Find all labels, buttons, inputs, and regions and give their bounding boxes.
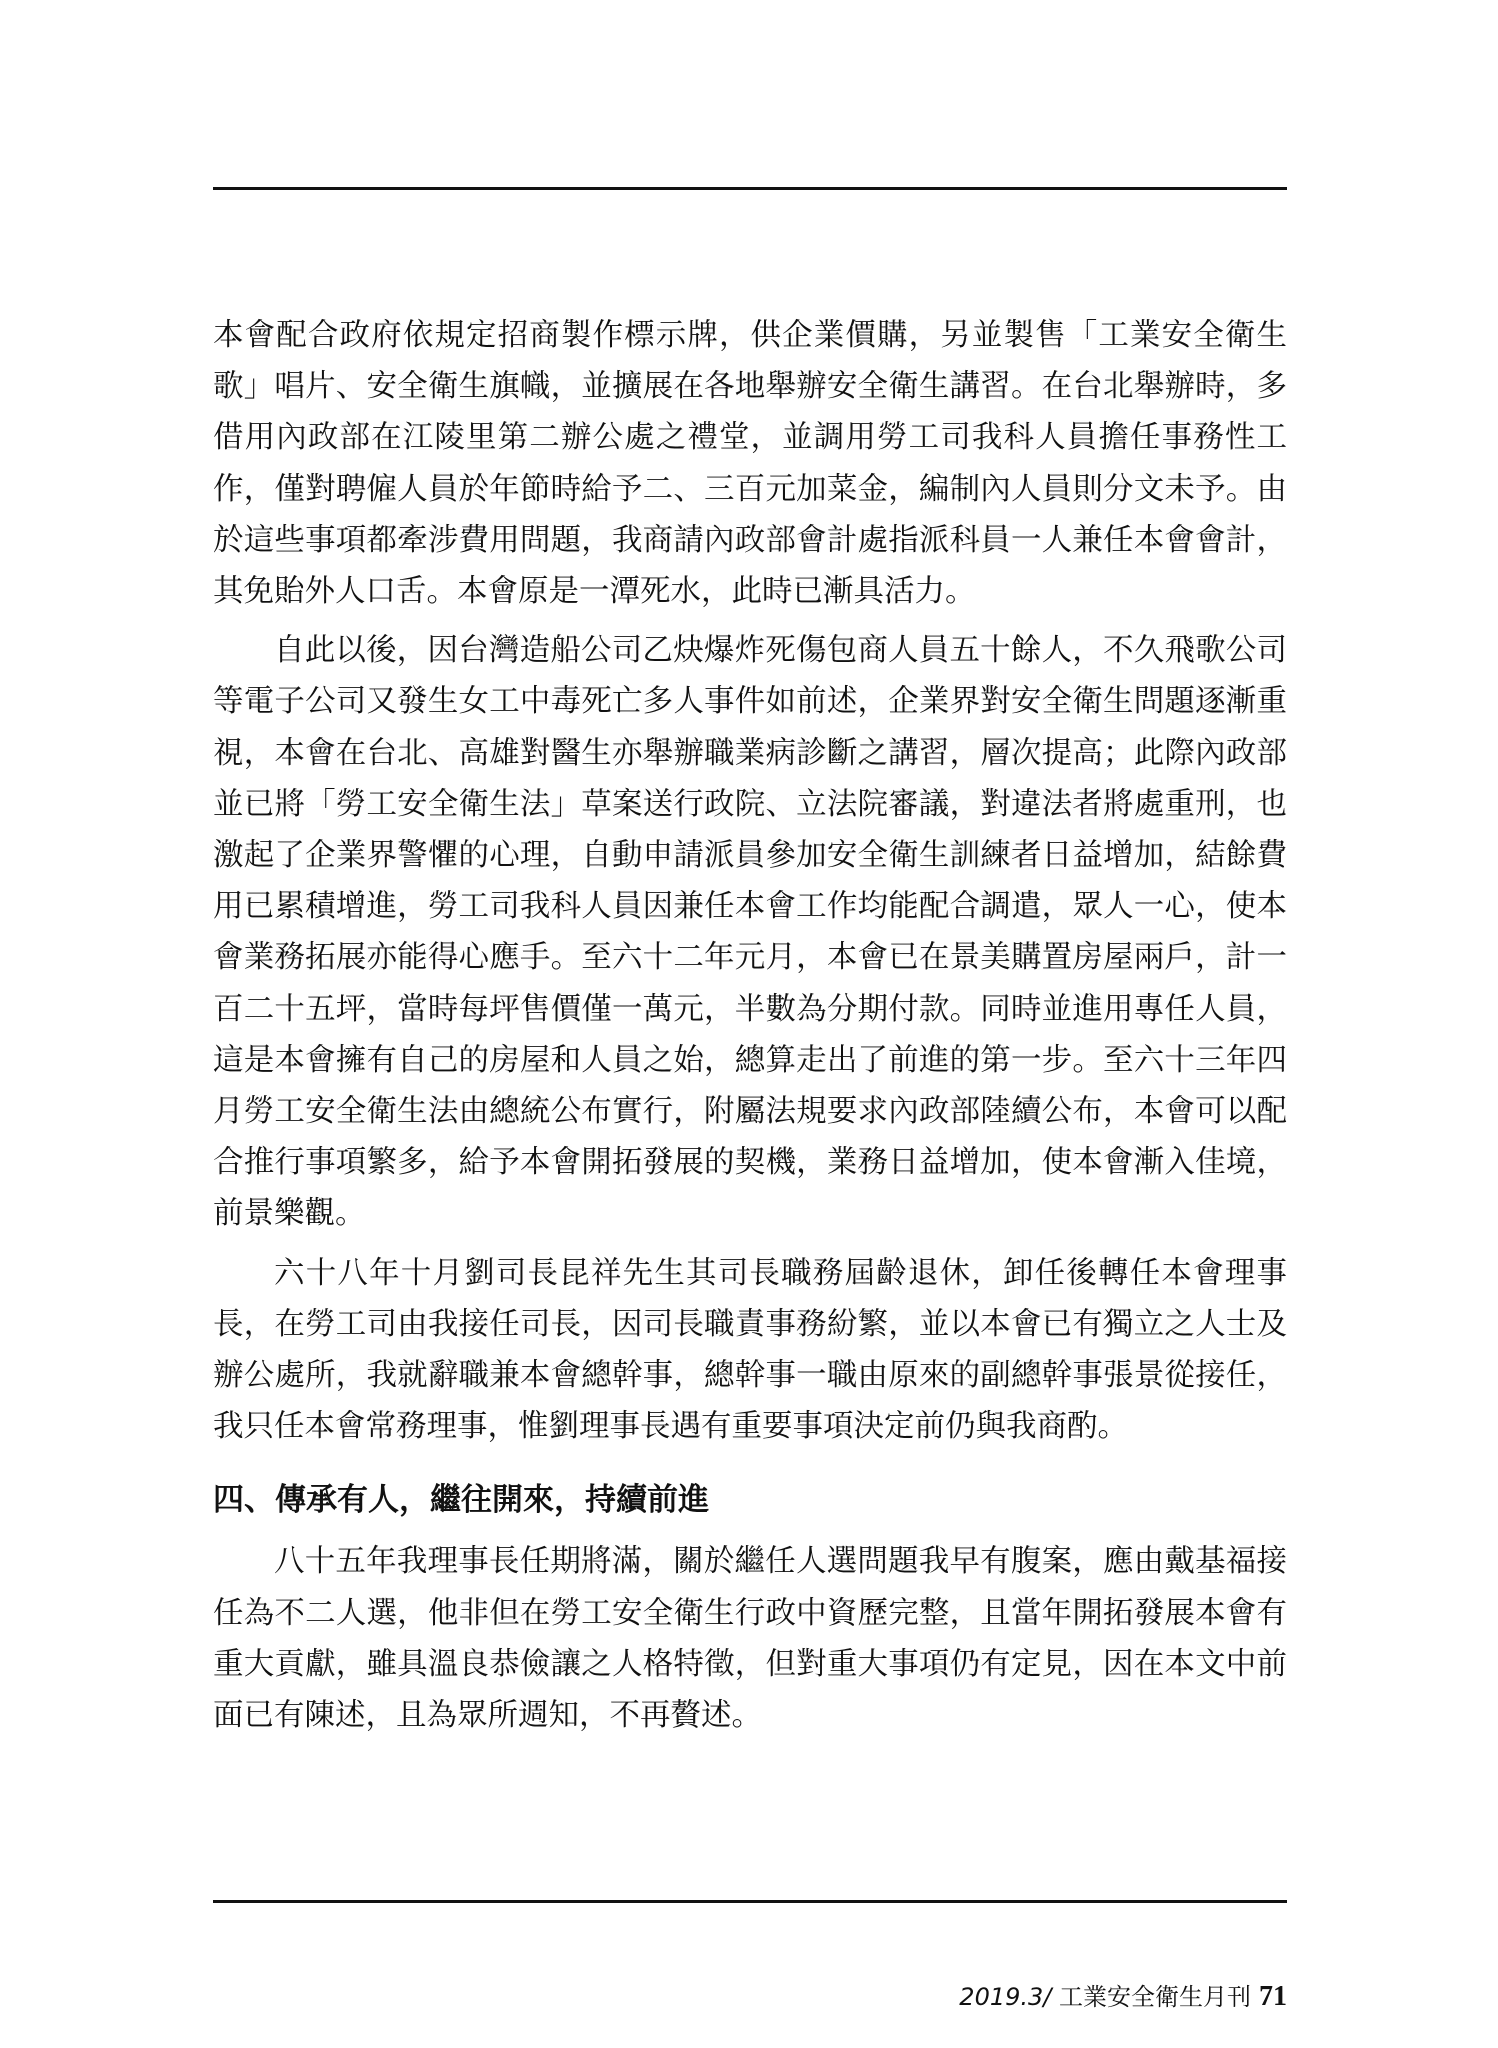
paragraph: 本會配合政府依規定招商製作標示牌，供企業價購，另並製售「工業安全衛生歌」唱片、安全衛生旗幟，並擴展在各地舉辦安全衛生講習。在台北舉辦時，多借用內政部在江陵里第二辦公處之禮堂，並調用勞工司我科人員擔任事務性工作，僅對聘僱人員於年節時給予二、三百元加菜金，編制內人員則分文未予。由於這些事項都牽涉費用問題，我商請內政部會計處指派科員一人兼任本會會計，其免貽外人口舌。本會原是一潭死水，此時已漸具活力。 [213, 318, 1287, 610]
footer-rule [213, 1900, 1287, 1903]
paragraph: 六十八年十月劉司長昆祥先生其司長職務屆齡退休，卸任後轉任本會理事長，在勞工司由我接任司長，因司長職責事務紛繁，並以本會已有獨立之人士及辦公處所，我就辭職兼本會總幹事，總幹事一職由原來的副總幹事張景從接任，我只任本會常務理事，惟劉理事長遇有重要事項決定前仍與我商酌。 [213, 1255, 1287, 1445]
paragraph: 自此以後，因台灣造船公司乙炔爆炸死傷包商人員五十餘人，不久飛歌公司等電子公司又發生女工中毒死亡多人事件如前述，企業界對安全衛生問題逐漸重視，本會在台北、高雄對醫生亦舉辦職業病診斷之講習，層次提高；此際內政部並已將「勞工安全衛生法」草案送行政院、立法院審議，對違法者將處重刑，也激起了企業界警懼的心理，自動申請派員參加安全衛生訓練者日益增加，結餘費用已累積增進，勞工司我科人員因兼任本會工作均能配合調遣，眾人一心，使本會業務拓展亦能得心應手。至六十二年元月，本會已在景美購置房屋兩戶，計一百二十五坪，當時每坪售價僅一萬元，半數為分期付款。同時並進用專任人員，這是本會擁有自己的房屋和人員之始，總算走出了前進的第一步。至六十三年四月勞工安全衛生法由總統公布實行，附屬法規要求內政部陸續公布，本會可以配合推行事項繁多，給予本會開拓發展的契機，業務日益增加，使本會漸入佳境，前景樂觀。 [213, 633, 1287, 1232]
header-rule [213, 187, 1287, 190]
article-body [213, 310, 1287, 1749]
section-heading: 四、傳承有人，繼往開來，持續前進 [213, 1482, 709, 1519]
paragraph: 八十五年我理事長任期將滿，關於繼任人選問題我早有腹案，應由戴基福接任為不二人選，他非但在勞工安全衛生行政中資歷完整，且當年開拓發展本會有重大貢獻，雖具溫良恭儉讓之人格特徵，但對重大事項仍有定見，因在本文中前面已有陳述，且為眾所週知，不再贅述。 [213, 1544, 1287, 1734]
footer-journal [959, 1977, 1251, 2012]
page-footer [213, 1977, 1287, 2017]
page-number: 71 [1259, 1981, 1287, 2012]
footer-date: 2019.3/ [959, 1983, 1052, 2011]
footer-journal-title: 工業安全衛生月刊 [1059, 1983, 1251, 2011]
